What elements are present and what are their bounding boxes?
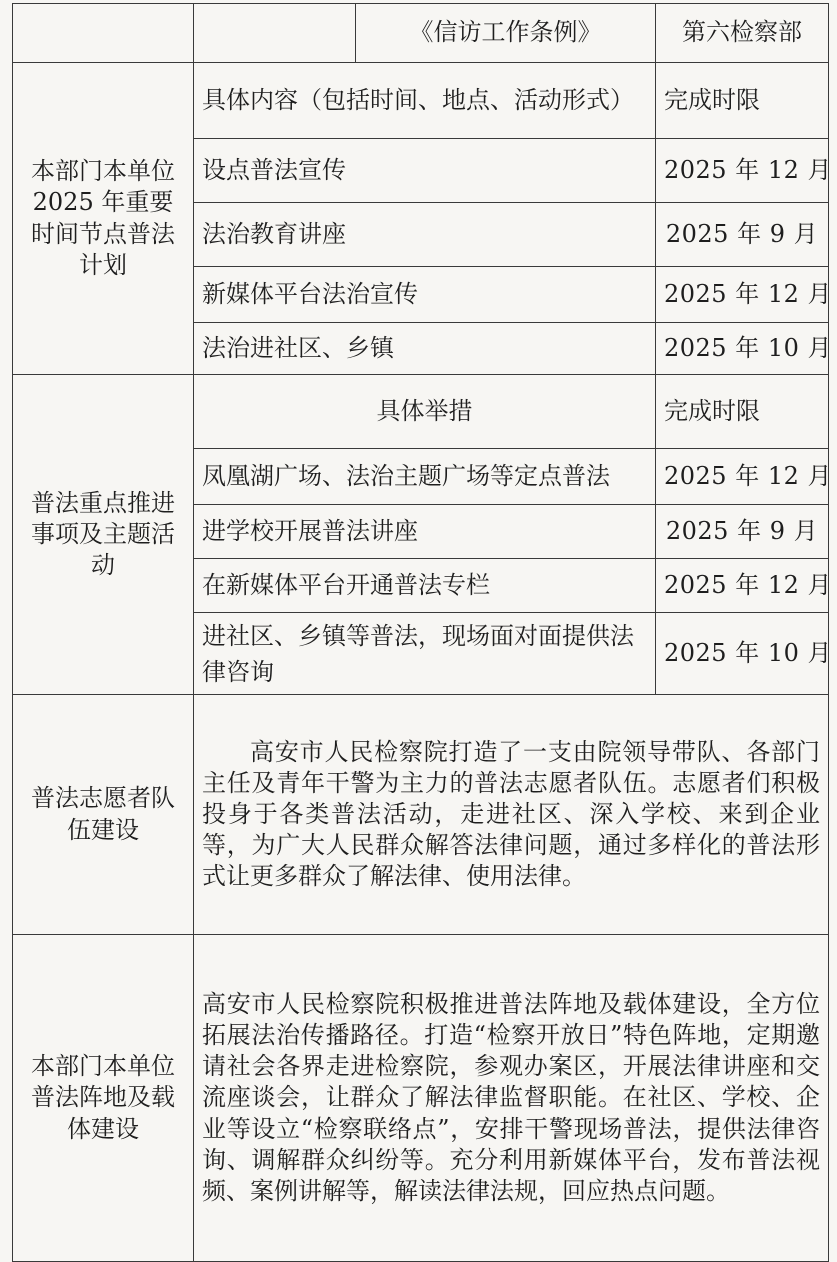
key-item-content: 在新媒体平台开通普法专栏 [194, 559, 656, 613]
volunteer-text: 高安市人民检察院打造了一支由院领导带队、各部门主任及青年干警为主力的普法志愿者队伍。志愿者们积极投身于各类普法活动，走进社区、深入学校、来到企业等，为广大人民群众解答法律问题，通过多样化的普法形式让更多群众了解法律、使用法律。 [194, 695, 829, 935]
key-item-content: 进社区、乡镇等普法，现场面对面提供法律咨询 [194, 613, 656, 695]
plan-header-row [13, 63, 829, 139]
plan-section-label: 本部门本单位2025 年重要时间节点普法计划 [13, 63, 194, 375]
volunteer-section-label: 普法志愿者队伍建设 [13, 695, 194, 935]
key-item-content: 凤凰湖广场、法治主题广场等定点普法 [194, 449, 656, 505]
law-title: 《信访工作条例》 [356, 4, 656, 63]
key-header-measures: 具体举措 [194, 375, 656, 449]
key-item-content: 进学校开展普法讲座 [194, 505, 656, 559]
plan-item-content: 法治进社区、乡镇 [194, 323, 656, 375]
venue-row [13, 935, 829, 1262]
top-row-blank-cell [13, 4, 194, 63]
key-item-deadline: 2025 年 12 月 [656, 449, 829, 505]
plan-header-content: 具体内容（包括时间、地点、活动形式） [194, 63, 656, 139]
plan-item-deadline: 2025 年 10 月 [656, 323, 829, 375]
volunteer-row [13, 695, 829, 935]
key-item-deadline: 2025 年 9 月 [656, 505, 829, 559]
plan-item-deadline: 2025 年 12 月 [656, 139, 829, 203]
plan-item-deadline: 2025 年 9 月 [656, 203, 829, 267]
key-header-deadline: 完成时限 [656, 375, 829, 449]
plan-item-content: 设点普法宣传 [194, 139, 656, 203]
plan-table [12, 3, 833, 1262]
plan-item-deadline: 2025 年 12 月 [656, 267, 829, 323]
top-row-blank-cell-2 [194, 4, 356, 63]
venue-text: 高安市人民检察院积极推进普法阵地及载体建设，全方位拓展法治传播路径。打造“检察开放日”特色阵地，定期邀请社会各界走进检察院，参观办案区，开展法律讲座和交流座谈会，让群众了解法律监督职能。在社区、学校、企业等设立“检察联络点”，安排干警现场普法，提供法律咨询、调解群众纠纷等。充分利用新媒体平台，发布普法视频、案例讲解等，解读法律法规，回应热点问题。 [194, 935, 829, 1262]
key-header-row [13, 375, 829, 449]
key-item-deadline: 2025 年 10 月 [656, 613, 829, 695]
key-item-deadline: 2025 年 12 月 [656, 559, 829, 613]
top-row [13, 4, 829, 63]
key-section-label: 普法重点推进事项及主题活动 [13, 375, 194, 695]
plan-item-content: 法治教育讲座 [194, 203, 656, 267]
venue-section-label: 本部门本单位普法阵地及载体建设 [13, 935, 194, 1262]
plan-header-deadline: 完成时限 [656, 63, 829, 139]
plan-item-content: 新媒体平台法治宣传 [194, 267, 656, 323]
department-name: 第六检察部 [656, 4, 829, 63]
